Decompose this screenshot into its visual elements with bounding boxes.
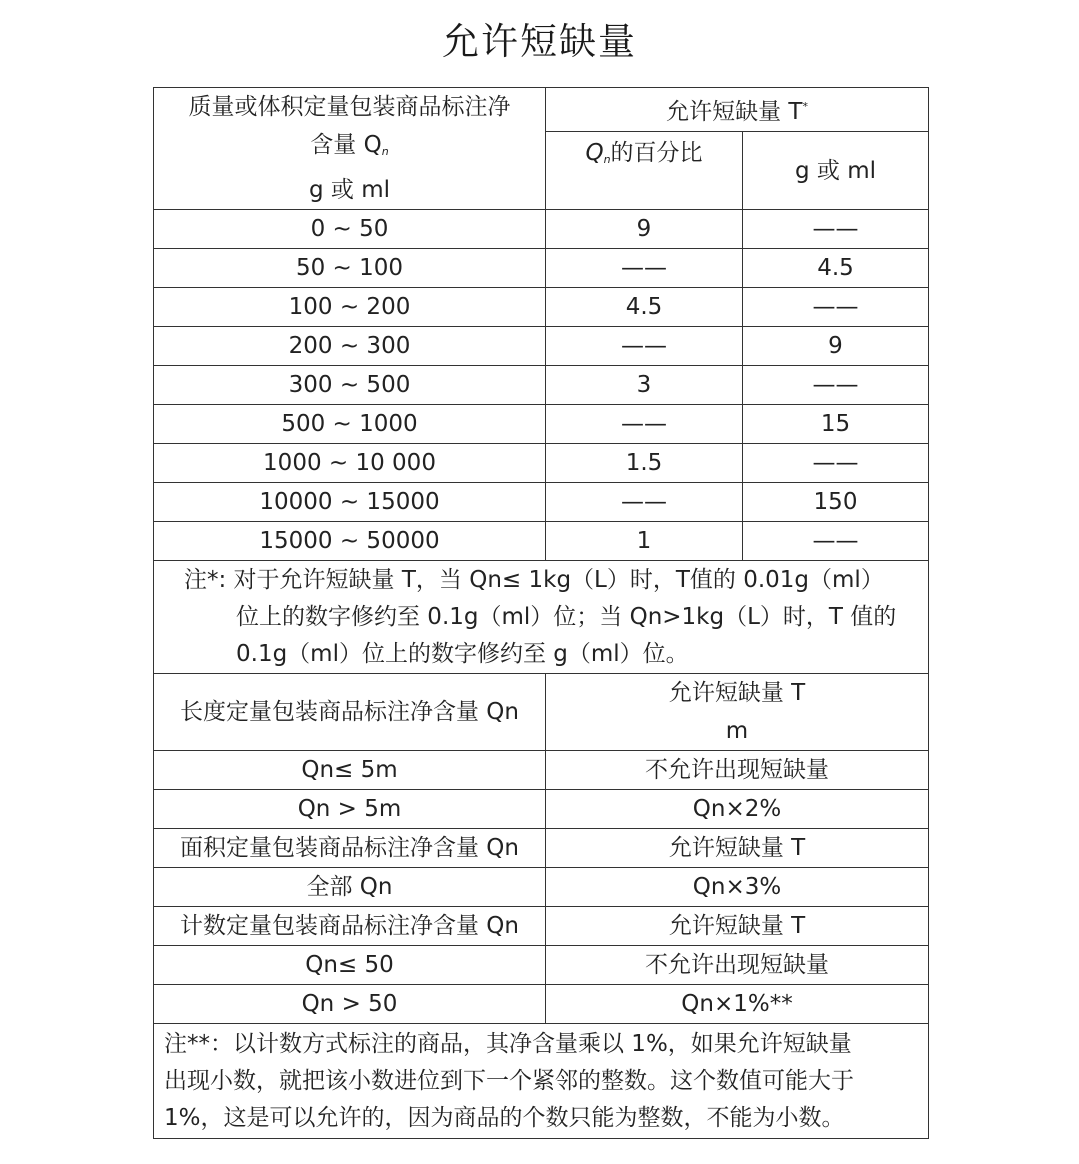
range-cell: 10000 ~ 15000 — [154, 483, 546, 522]
table-row — [154, 868, 929, 907]
count-allowed-value: 不允许出现短缺量 — [546, 946, 929, 985]
length-allowed-cell — [546, 674, 929, 751]
note1-cell — [154, 561, 929, 674]
percent-cell: 9 — [546, 210, 743, 249]
area-allowed-cell: 允许短缺量 T — [546, 829, 929, 868]
area-header-row — [154, 829, 929, 868]
percent-cell: —— — [546, 249, 743, 288]
note2-line3: 1%，这是可以允许的，因为商品的个数只能为整数，不能为小数。 — [164, 1104, 845, 1131]
note2-line2: 出现小数，就把该小数进位到下一个紧邻的整数。这个数值可能大于 — [164, 1067, 854, 1094]
header-row-1 — [154, 88, 929, 132]
length-qty-cell: Qn > 5m — [154, 790, 546, 829]
table-row — [154, 405, 929, 444]
table-row — [154, 249, 929, 288]
percent-header-q: Q — [585, 140, 604, 166]
length-allowed-line2: m — [725, 718, 749, 744]
absolute-cell: 15 — [743, 405, 929, 444]
range-cell: 200 ~ 300 — [154, 327, 546, 366]
length-allowed-value: 不允许出现短缺量 — [546, 751, 929, 790]
percent-cell: 1.5 — [546, 444, 743, 483]
mass-header-q: 含量 Q — [310, 132, 382, 158]
area-qty-cell: 全部 Qn — [154, 868, 546, 907]
allowed-header-label: 允许短缺量 T — [666, 99, 803, 125]
percent-cell: 3 — [546, 366, 743, 405]
table-row — [154, 985, 929, 1024]
range-cell: 15000 ~ 50000 — [154, 522, 546, 561]
length-allowed-value: Qn×2% — [546, 790, 929, 829]
table-row — [154, 522, 929, 561]
allowed-header-cell — [546, 88, 929, 132]
percent-header-suffix: 的百分比 — [610, 140, 703, 166]
range-cell: 500 ~ 1000 — [154, 405, 546, 444]
percent-cell: —— — [546, 327, 743, 366]
range-cell: 300 ~ 500 — [154, 366, 546, 405]
shortage-table — [153, 87, 929, 1139]
percent-cell: —— — [546, 405, 743, 444]
mass-header-line2 — [154, 126, 545, 171]
range-cell: 1000 ~ 10 000 — [154, 444, 546, 483]
percent-cell: —— — [546, 483, 743, 522]
absolute-cell: —— — [743, 366, 929, 405]
note2-cell — [154, 1024, 929, 1139]
count-qty-cell: Qn≤ 50 — [154, 946, 546, 985]
absolute-cell: 150 — [743, 483, 929, 522]
count-label-cell: 计数定量包装商品标注净含量 Qn — [154, 907, 546, 946]
mass-header-line1: 质量或体积定量包装商品标注净 — [188, 94, 511, 120]
allowed-header-sup: * — [802, 100, 808, 113]
absolute-cell: 9 — [743, 327, 929, 366]
table-row — [154, 444, 929, 483]
absolute-cell: —— — [743, 522, 929, 561]
length-qty-cell: Qn≤ 5m — [154, 751, 546, 790]
absolute-cell: 4.5 — [743, 249, 929, 288]
table-row — [154, 483, 929, 522]
range-cell: 50 ~ 100 — [154, 249, 546, 288]
length-allowed-line1: 允许短缺量 T — [668, 680, 806, 706]
unit-header-cell: g 或 ml — [743, 132, 929, 210]
mass-header-line3: g 或 ml — [308, 177, 391, 203]
area-allowed-value: Qn×3% — [546, 868, 929, 907]
percent-header-cell — [546, 132, 743, 210]
absolute-cell: —— — [743, 210, 929, 249]
table-row — [154, 946, 929, 985]
absolute-cell: —— — [743, 444, 929, 483]
length-header-row — [154, 674, 929, 751]
count-qty-cell: Qn > 50 — [154, 985, 546, 1024]
percent-header-sub: n — [603, 153, 611, 166]
page-title: 允许短缺量 — [442, 20, 637, 63]
note1-row — [154, 561, 929, 674]
mass-header-sub: n — [381, 145, 389, 158]
mass-header-cell — [154, 88, 546, 210]
note2-line1: 注**：以计数方式标注的商品，其净含量乘以 1%，如果允许短缺量 — [164, 1030, 852, 1057]
absolute-cell: —— — [743, 288, 929, 327]
table-row — [154, 790, 929, 829]
note1-line2: 位上的数字修约至 0.1g（ml）位；当 Qn>1kg（L）时，T 值的 — [236, 603, 897, 630]
count-header-row — [154, 907, 929, 946]
note1-line3: 0.1g（ml）位上的数字修约至 g（ml）位。 — [236, 640, 689, 667]
note2-row — [154, 1024, 929, 1139]
table-row — [154, 288, 929, 327]
range-cell: 0 ~ 50 — [154, 210, 546, 249]
table-row — [154, 210, 929, 249]
table-row — [154, 327, 929, 366]
count-allowed-cell: 允许短缺量 T — [546, 907, 929, 946]
count-allowed-value: Qn×1%** — [546, 985, 929, 1024]
note1-line1: 注*: 对于允许短缺量 T，当 Qn≤ 1kg（L）时，T值的 0.01g（ml） — [184, 566, 884, 593]
percent-cell: 1 — [546, 522, 743, 561]
length-label-cell: 长度定量包装商品标注净含量 Qn — [154, 674, 546, 751]
range-cell: 100 ~ 200 — [154, 288, 546, 327]
area-label-cell: 面积定量包装商品标注净含量 Qn — [154, 829, 546, 868]
percent-cell: 4.5 — [546, 288, 743, 327]
table-row — [154, 751, 929, 790]
table-row — [154, 366, 929, 405]
